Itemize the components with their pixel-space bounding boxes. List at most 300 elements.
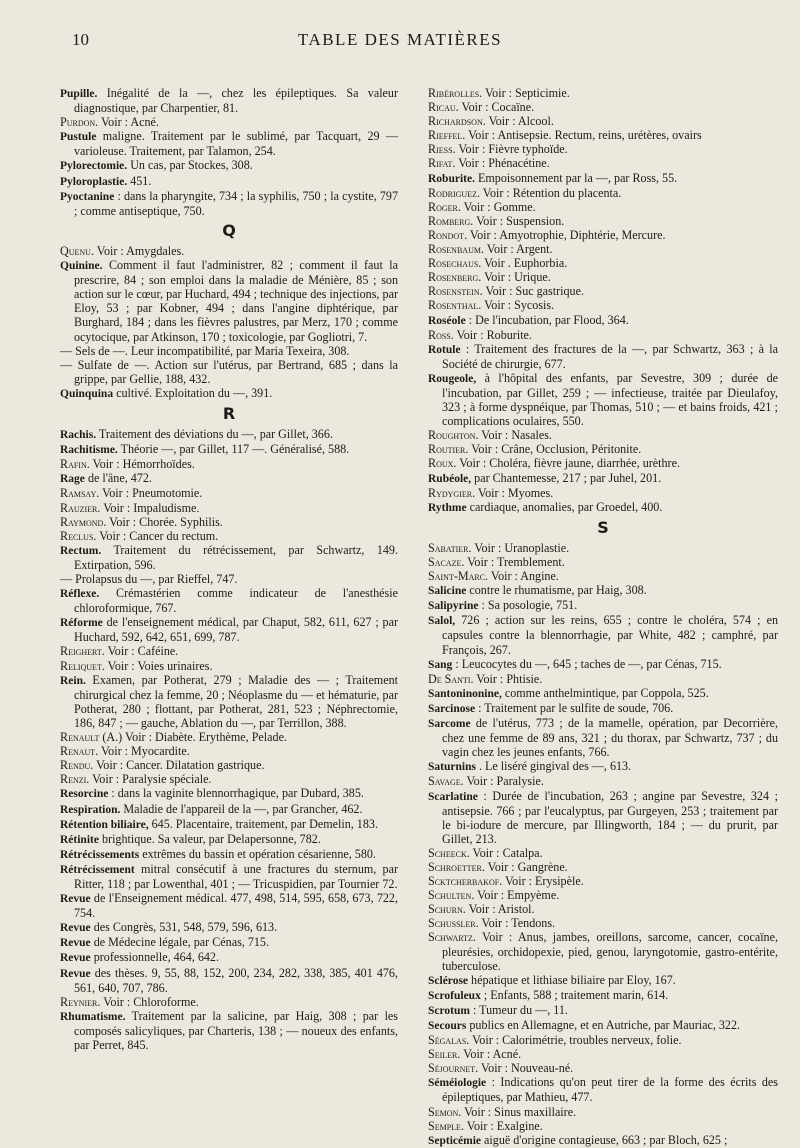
entry-text: Voir : Exalgine.: [463, 1118, 543, 1133]
entry-text: Voir : Cancer du rectum.: [96, 528, 219, 543]
entry-heading: Rodriguez.: [428, 185, 480, 200]
entry-heading: Sang: [428, 658, 453, 671]
entry-heading: Sacaze.: [428, 555, 465, 569]
index-entry: [60, 644, 398, 658]
index-entry: [428, 657, 778, 672]
index-entry: [428, 342, 778, 371]
entry-heading: Rachitisme.: [60, 444, 118, 457]
entry-heading: Ricau.: [428, 100, 459, 115]
entry-heading: Rhumatisme.: [60, 1010, 126, 1023]
entry-text: : dans la pharyngite, 734 ; la syphilis, 750 ; la cystite, 797 ; comme antiseptique, 750.: [74, 188, 398, 218]
index-entry: [428, 789, 778, 846]
entry-text: Voir : Rétention du placenta.: [479, 185, 622, 200]
entry-text: Voir : Paralysie.: [463, 774, 544, 789]
index-entry: [60, 86, 398, 115]
index-entry: [60, 966, 398, 995]
entry-text: Voir : Chloroforme.: [100, 994, 199, 1009]
entry-heading: Revue: [60, 922, 91, 935]
entry-text: Voir : Nasales.: [478, 428, 552, 443]
entry-text: Voir : Chorée. Syphilis.: [106, 514, 223, 529]
entry-heading: Sclérose: [428, 974, 469, 987]
index-entry: [60, 174, 398, 189]
entry-heading: Schroetter.: [428, 859, 485, 874]
index-entry: [60, 486, 398, 500]
index-entry: [60, 427, 398, 442]
entry-heading: Schwartz.: [428, 930, 476, 945]
entry-heading: Rosenberg.: [428, 270, 482, 285]
index-entry: [428, 686, 778, 701]
page-header: [0, 30, 800, 54]
index-entry: [60, 457, 398, 471]
entry-text: : De l'incubation, par Flood, 364.: [465, 312, 629, 327]
index-entry: [428, 1047, 778, 1061]
index-entry: [428, 428, 778, 442]
index-entry: [60, 543, 398, 572]
entry-heading: Reliquet.: [60, 658, 105, 673]
entry-heading: Romberg.: [428, 213, 474, 228]
entry-heading: Reclus.: [60, 528, 97, 543]
entry-text: aiguë d'origine contagieuse, 663 ; par Bloch, 625 ;: [481, 1132, 728, 1147]
running-title: TABLE DES MATIÈRES: [297, 30, 503, 49]
entry-heading: Rotule: [428, 343, 461, 356]
entry-text: Voir : Calorimétrie, troubles nerveux, folie.: [469, 1033, 682, 1048]
entry-text: — Sulfate de —. Action sur l'utérus, par Bertrand, 685 ; dans la grippe, par Gellie, 188, 432.: [60, 357, 398, 386]
index-entry: [60, 529, 398, 543]
entry-heading: Revue: [60, 952, 91, 965]
entry-heading: Secours: [428, 1020, 467, 1032]
entry-text: Voir : Gangrène.: [484, 859, 568, 874]
entry-heading: Rubéole,: [428, 472, 472, 485]
entry-heading: Séjournet.: [428, 1061, 479, 1076]
entry-text: Examen, par Potherat, 279 ; Maladie des — ; Traitement chirurgical chez la femme, 20 ; Néoplasme du — et hématurie, par Potherat, 280 ; flottant, par Potherat, 281, 523 ; Néphrectomie, 186, 847 ; — gauche, Ablation du —, par Terrillon, 388.: [74, 672, 398, 730]
index-entry: [60, 501, 398, 515]
entry-text: Voir : Urique.: [481, 270, 551, 285]
index-entry: [428, 1003, 778, 1018]
entry-heading: Salipyrine: [428, 600, 479, 613]
entry-text: Voir : Uranoplastie.: [471, 540, 570, 555]
entry-heading: Rosechaus.: [428, 256, 482, 271]
entry-heading: Rieffel.: [428, 128, 466, 143]
index-entry: [60, 244, 398, 258]
index-entry: [428, 598, 778, 613]
index-entry: [60, 586, 398, 615]
index-entry: [428, 846, 778, 860]
index-entry: [428, 555, 778, 569]
index-entry: [60, 442, 398, 457]
entry-text: Voir : Catalpa.: [469, 845, 543, 860]
entry-text: : Tumeur du —, 11.: [469, 1002, 568, 1017]
index-entry: [428, 486, 778, 500]
entry-text: : Durée de l'incubation, 263 ; angine par Sevestre, 324 ; antisepsie. 766 ; par l'eucalyptus, par Gurgeyen, 253 ; traitement par le bi-iodure de mercure, par Illingworth, 184 ; — du prurit, par Gillet, 213.: [442, 788, 778, 846]
entry-text: Voir : Myocardite.: [98, 744, 190, 759]
entry-heading: Renzi.: [60, 772, 90, 787]
entry-heading: Seiler.: [428, 1047, 461, 1062]
entry-text: — Sels de —. Leur incompatibilité, par Maria Texeira, 308.: [60, 343, 350, 358]
entry-heading: Scrotum: [428, 1004, 470, 1017]
entry-heading: Pyloroplastie.: [60, 175, 128, 188]
entry-heading: Sabatier.: [428, 540, 472, 555]
entry-text: Voir . Euphorbia.: [481, 256, 568, 271]
index-entry: [428, 371, 778, 428]
entry-text: Voir : Tendons.: [478, 916, 556, 931]
entry-text: Voir : Phtisie.: [473, 671, 543, 686]
entry-text: Voir : Empyème.: [474, 888, 560, 903]
index-entry: [428, 916, 778, 930]
entry-text: 451.: [127, 173, 152, 188]
index-entry: [428, 100, 778, 114]
entry-heading: Saturnins: [428, 761, 476, 774]
entry-text: Traitement par la salicine, par Haig, 308 ; par les composés salicyliques, par Charteris, 138 ; — noueux des enfants, par Perret, 845.: [74, 1008, 398, 1052]
index-entry: [60, 950, 398, 965]
index-entry: [60, 673, 398, 730]
index-entry: [428, 716, 778, 759]
index-entry: [428, 298, 778, 312]
entry-heading: Pylorectomie.: [60, 160, 128, 173]
index-entry: [60, 862, 398, 891]
index-entry: [60, 730, 398, 744]
entry-heading: Rougeole,: [428, 372, 477, 385]
entry-text: de l'enseignement médical, par Chaput, 582, 611, 627 ; par Huchard, 592, 642, 651, 699, 787.: [74, 615, 398, 645]
index-entry: [428, 471, 778, 486]
index-entry: [428, 874, 778, 888]
index-entry: [428, 228, 778, 242]
entry-heading: Sarcinose: [428, 702, 476, 715]
index-entry: [60, 344, 398, 358]
entry-heading: Rage: [60, 473, 85, 486]
entry-text: Voir : Phénacétine.: [455, 156, 550, 171]
entry-heading: Ribérolles.: [428, 86, 483, 100]
entry-text: Voir : Caféine.: [104, 644, 179, 659]
index-entry: [428, 1018, 778, 1033]
entry-heading: Schulten.: [428, 888, 475, 903]
entry-heading: Quenu.: [60, 243, 94, 258]
entry-text: Voir : Cancer. Dilatation gastrique.: [93, 758, 265, 773]
entry-text: de l'âne, 472.: [84, 471, 152, 486]
entry-heading: Roséole: [428, 314, 466, 327]
index-entry: [60, 129, 398, 158]
index-entry: [60, 847, 398, 862]
entry-heading: Revue: [60, 937, 91, 950]
index-entry: [60, 386, 398, 401]
entry-text: Théorie —, par Gillet, 117 —. Généralisé, 588.: [117, 442, 350, 457]
entry-text: Voir : Septicimie.: [482, 86, 570, 100]
entry-heading: Roughton.: [428, 428, 479, 443]
entry-heading: Renault (A.): [60, 730, 123, 745]
entry-text: de l'Enseignement médical. 477, 498, 514, 595, 658, 673, 722, 754.: [74, 891, 398, 921]
entry-text: des thèses. 9, 55, 88, 152, 200, 234, 282, 338, 385, 401 476, 561, 640, 707, 786.: [74, 965, 398, 995]
entry-heading: Roburite.: [428, 172, 475, 185]
entry-text: cardiaque, anomalies, par Groedel, 400.: [466, 499, 663, 514]
entry-text: Voir : Alcool.: [485, 114, 554, 129]
index-entry: [428, 442, 778, 456]
index-entry: [428, 541, 778, 555]
section-letter: Q: [222, 220, 236, 240]
entry-heading: Saint-Marc.: [428, 569, 489, 584]
entry-heading: Santoninonine,: [428, 687, 502, 700]
index-entry: [428, 613, 778, 656]
entry-heading: Rétinite: [60, 833, 99, 846]
entry-heading: Rachis.: [60, 429, 97, 442]
entry-heading: Réforme: [60, 617, 103, 630]
entry-text: . Le liséré gingival des —, 613.: [475, 759, 632, 774]
entry-heading: Rafin.: [60, 457, 90, 472]
entry-heading: Semple.: [428, 1118, 464, 1133]
index-entry: [428, 1061, 778, 1075]
entry-text: Voir : Nouveau-né.: [478, 1061, 574, 1076]
entry-heading: Resorcine: [60, 788, 109, 801]
index-entry: [428, 888, 778, 902]
entry-text: Voir : Suc gastrique.: [482, 284, 584, 299]
index-entry: [428, 284, 778, 298]
entry-heading: Pyoctanine: [60, 190, 115, 203]
entry-heading: Rauzier.: [60, 500, 101, 515]
index-entry: [60, 158, 398, 173]
entry-text: Maladie de l'appareil de la —, par Grancher, 462.: [120, 801, 363, 816]
index-entry: [60, 471, 398, 486]
entry-heading: Semon.: [428, 1104, 462, 1119]
entry-heading: Rydygier.: [428, 485, 476, 500]
entry-heading: Rétention biliaire,: [60, 818, 149, 831]
entry-heading: Richardson.: [428, 114, 486, 129]
entry-heading: Purdon.: [60, 115, 99, 130]
index-entry: [428, 1075, 778, 1104]
entry-text: 645. Placentaire, traitement, par Demelin, 183.: [148, 816, 378, 831]
entry-heading: Revue: [60, 893, 91, 906]
entry-heading: Scktcherbakof.: [428, 874, 503, 889]
left-column: [60, 86, 398, 1052]
index-entry: [428, 1119, 778, 1133]
entry-text: Voir : Pneumotomie.: [99, 486, 203, 501]
entry-text: hépatique et lithiase biliaire par Eloy, 167.: [468, 972, 676, 987]
entry-heading: Respiration.: [60, 803, 121, 816]
index-entry: [428, 569, 778, 583]
entry-text: mitral consécutif à une fractures du sternum, par Ritter, 118 ; par Lowenthal, 401 ; — Tricuspidien, par Tournier 72.: [74, 861, 398, 891]
entry-text: maligne. Traitement par le sublimé, par Tacquart, 29 — varioleuse. Traitement, par Talamon, 254.: [74, 129, 398, 159]
page-number: 10: [72, 30, 89, 49]
index-entry: [428, 988, 778, 1003]
entry-heading: Ségalas.: [428, 1033, 470, 1048]
entry-heading: Renaut.: [60, 744, 99, 759]
entry-heading: Rosenstein.: [428, 284, 483, 299]
entry-text: Voir : Crâne, Occlusion, Péritonite.: [468, 442, 642, 457]
entry-text: Un cas, par Stockes, 308.: [127, 158, 253, 173]
entry-text: brightique. Sa valeur, par Delapersonne, 782.: [98, 831, 321, 846]
entry-text: Traitement des déviations du —, par Gillet, 366.: [96, 427, 333, 442]
entry-text: contre le rhumatisme, par Haig, 308.: [466, 583, 647, 598]
entry-heading: Ross.: [428, 327, 454, 342]
entry-heading: Réflexe.: [60, 588, 100, 601]
index-entry: [428, 583, 778, 598]
section-letter: R: [222, 403, 236, 423]
entry-text: Voir : Acné.: [460, 1047, 522, 1062]
entry-text: : Traitement par le sulfite de soude, 706.: [475, 700, 674, 715]
entry-text: : Leucocytes du —, 645 ; taches de —, par Cénas, 715.: [452, 656, 722, 671]
section-letter: S: [597, 517, 609, 537]
entry-text: Voir : Paralysie spéciale.: [89, 772, 212, 787]
entry-text: Voir : Antisepsie. Rectum, reins, urétères, ovairs: [465, 128, 702, 143]
index-entry: [60, 659, 398, 673]
entry-heading: Savage.: [428, 774, 464, 789]
entry-heading: Rythme: [428, 501, 467, 514]
entry-heading: Schussler.: [428, 916, 479, 931]
entry-text: Voir : Suspension.: [473, 213, 565, 228]
index-entry: [428, 930, 778, 972]
entry-heading: Ramsay.: [60, 486, 100, 501]
entry-heading: Rétrécissements: [60, 848, 140, 861]
entry-heading: Quinquina: [60, 387, 114, 400]
index-entry: [60, 572, 398, 586]
index-entry: [428, 1105, 778, 1119]
index-entry: [428, 902, 778, 916]
index-entry: [428, 156, 778, 170]
entry-text: comme anthelmintique, par Coppola, 525.: [501, 685, 709, 700]
index-entry: [60, 817, 398, 832]
index-entry: [60, 995, 398, 1009]
entry-text: Comment il faut l'administrer, 82 ; comment il faut la prescrire, 84 ; son emploi dans la maladie de Ménière, 85 ; son action sur le cœur, par Huchard, 494 ; technique des injections, par Eloy, 53 ; par Kobner, 494 ; dans l'angine diphtérique, par Burghard, 184 ; dans les fièvres palustres, par Merz, 170 ; comme ocytocique, par Atkinson, 170 ; toxicologie, par Gogliotri, 7.: [74, 258, 398, 344]
entry-heading: Scheeck.: [428, 845, 470, 860]
entry-heading: Routier.: [428, 442, 469, 457]
index-entry: [60, 115, 398, 129]
index-entry: [428, 328, 778, 342]
entry-heading: Salol,: [428, 615, 456, 628]
entry-heading: Pustule: [60, 131, 97, 144]
entry-heading: Salicine: [428, 585, 467, 598]
index-entry: [60, 258, 398, 344]
index-entry: [60, 615, 398, 644]
entry-heading: Pupille.: [60, 88, 98, 100]
entry-text: à l'hôpital des enfants, par Sevestre, 309 ; durée de l'incubation, par Gillet, 259 ; — infectieuse, traitée par Dieulafoy, 323 ; à forme dyspnéique, par Thomas, 510 ; — et bains froids, 421 ; complications oculaires, 550.: [442, 370, 778, 429]
entry-heading: Raymond.: [60, 514, 107, 529]
entry-text: ; Enfants, 588 ; traitement marin, 614.: [480, 987, 669, 1002]
entry-heading: Rétrécissement: [60, 863, 135, 876]
entry-heading: Rein.: [60, 674, 86, 687]
entry-text: publics en Allemagne, et en Autriche, par Mauriac, 322.: [466, 1018, 741, 1032]
index-entry: [428, 1133, 778, 1148]
entry-heading: Rendu.: [60, 758, 94, 773]
index-entry: [60, 786, 398, 801]
index-entry: [60, 920, 398, 935]
entry-heading: Schurn.: [428, 902, 466, 917]
entry-text: Voir : Angine.: [488, 569, 559, 584]
entry-text: Voir : Sycosis.: [481, 298, 555, 313]
index-entry: [428, 500, 778, 515]
index-entry: [428, 256, 778, 270]
entry-text: Voir : Diabète. Erythème, Pelade.: [122, 730, 287, 745]
entry-text: Empoisonnement par la —, par Ross, 55.: [474, 170, 678, 185]
index-entry: [428, 701, 778, 716]
entry-heading: Rifat.: [428, 156, 456, 171]
index-entry: [428, 128, 778, 142]
index-entry: [60, 1009, 398, 1052]
index-entry: [428, 973, 778, 988]
entry-text: professionnelle, 464, 642.: [90, 950, 219, 965]
index-entry: [428, 242, 778, 256]
index-entry: [428, 1033, 778, 1047]
entry-heading: Reighert.: [60, 644, 105, 659]
entry-heading: Rosenbaum.: [428, 242, 484, 257]
entry-text: des Congrès, 531, 548, 579, 596, 613.: [90, 920, 278, 935]
entry-text: Voir : Anus, jambes, oreillons, sarcome, cancer, cocaïne, pleurésies, orchidopexie, pied, genou, laryngotomie, gastro-entérite, tuberculose.: [442, 930, 778, 973]
index-entry: [60, 802, 398, 817]
right-column: [428, 86, 778, 1148]
entry-text: Inégalité de la —, chez les épileptiques. Sa valeur diagnostique, par Charpentier, 81.: [74, 86, 398, 116]
entry-text: Voir : Tremblement.: [464, 555, 565, 569]
index-entry: [428, 313, 778, 328]
entry-text: par Chantemesse, 217 ; par Juhel, 201.: [471, 470, 662, 485]
index-entry: [428, 759, 778, 774]
entry-text: : dans la vaginite blennorrhagique, par Dubard, 385.: [108, 786, 364, 801]
index-entry: [428, 774, 778, 788]
entry-heading: Rosenthal.: [428, 298, 482, 313]
entry-text: : Sa posologie, 751.: [478, 598, 578, 613]
entry-text: Voir : Aristol.: [465, 902, 535, 917]
entry-text: cultivé. Exploitation du —, 391.: [113, 385, 273, 400]
entry-heading: Roger.: [428, 199, 461, 214]
entry-text: de Médecine légale, par Cénas, 715.: [90, 935, 269, 950]
entry-text: Voir : Fièvre typhoïde.: [455, 142, 568, 157]
entry-heading: Roux.: [428, 456, 457, 471]
index-entry: [428, 171, 778, 186]
entry-text: Crémastérien comme indicateur de l'anesthésie chloroformique, 767.: [74, 586, 398, 616]
entry-text: Voir : Impaludisme.: [100, 500, 200, 515]
entry-text: Voir : Amygdales.: [93, 243, 185, 258]
index-entry: [428, 214, 778, 228]
index-entry: [428, 860, 778, 874]
index-entry: [428, 186, 778, 200]
entry-heading: Rondot.: [428, 227, 468, 242]
entry-text: Voir : Voies urinaires.: [104, 658, 213, 673]
index-entry: [428, 200, 778, 214]
entry-text: Traitement du rétrécissement, par Schwartz, 149. Extirpation, 596.: [74, 542, 398, 572]
entry-text: Voir : Gomme.: [460, 199, 536, 214]
entry-heading: Rectum.: [60, 544, 102, 557]
index-entry: [60, 758, 398, 772]
index-entry: [428, 142, 778, 156]
index-entry: [60, 515, 398, 529]
index-entry: [60, 744, 398, 758]
entry-text: 726 ; action sur les reins, 655 ; contre le choléra, 574 ; en capsules contre la blennorrhagie, par White, 482 ; camphré, par François, 267.: [442, 613, 778, 657]
entry-heading: Scrofuleux: [428, 989, 481, 1002]
entry-text: Voir : Acné.: [98, 115, 159, 130]
entry-text: Voir : Myomes.: [475, 485, 554, 500]
entry-heading: De Santi.: [428, 671, 474, 686]
entry-heading: Quinine.: [60, 260, 103, 273]
entry-text: — Prolapsus du —, par Rieffel, 747.: [60, 572, 238, 586]
entry-text: Voir : Cocaïne.: [458, 100, 535, 115]
index-entry: [428, 456, 778, 470]
entry-text: de l'utérus, 773 ; de la mamelle, opération, par Decorrière, chez une femme de 89 ans, 321 ; du thorax, par Schwartz, 737 ; du vagin chez les jeunes enfants, 766.: [442, 716, 778, 760]
entry-text: Voir : Sinus maxillaire.: [461, 1104, 577, 1119]
entry-heading: Séméiologie: [428, 1077, 487, 1090]
entry-text: Voir : Amyotrophie, Diphtérie, Mercure.: [467, 227, 666, 242]
index-entry: [428, 86, 778, 100]
index-entry: [60, 189, 398, 218]
entry-text: Voir : Hémorrhoïdes.: [89, 457, 195, 472]
index-entry: [428, 270, 778, 284]
index-entry: [60, 358, 398, 386]
entry-text: Voir : Choléra, fièvre jaune, diarrhée, urèthre.: [456, 456, 680, 471]
entry-text: : Indications qu'on peut tirer de la forme des écrits des épileptiques, par Mathieu, 477.: [442, 1075, 778, 1105]
entry-heading: Revue: [60, 967, 91, 980]
entry-text: extrêmes du bassin et opération césarienne, 580.: [139, 846, 376, 861]
index-entry: [428, 114, 778, 128]
entry-heading: Riess.: [428, 142, 456, 157]
index-entry: [428, 672, 778, 686]
entry-text: Voir : Erysipèle.: [502, 874, 584, 889]
entry-text: Voir : Roburite.: [453, 327, 532, 342]
index-entry: [60, 772, 398, 786]
entry-heading: Sarcome: [428, 718, 471, 731]
